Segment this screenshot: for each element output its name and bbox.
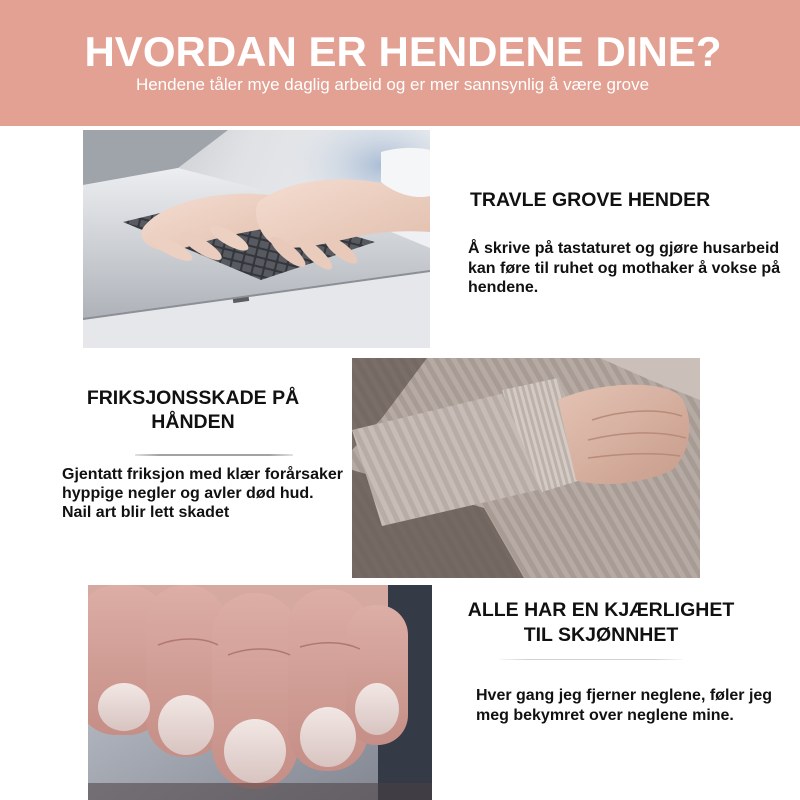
photo-damaged-nails: [88, 585, 432, 800]
page-title: HVORDAN ER HENDENE DINE?: [84, 28, 722, 75]
photo-typing-on-laptop: [83, 130, 430, 348]
section-body-busy-hands: [468, 239, 780, 298]
body-line: hyppige negler og avler død hud.: [62, 485, 314, 502]
body-line: Gjentatt friksjon med klær forårsaker: [62, 466, 343, 483]
section-heading-love-of-beauty: [461, 598, 741, 648]
body-line: Hver gang jeg fjerner neglene, føler jeg: [476, 687, 773, 704]
photo-hands-in-sweater: [352, 358, 700, 578]
section-body-friction-damage: [62, 465, 343, 522]
section-divider: [135, 454, 293, 456]
heading-line: ALLE HAR EN KJÆRLIGHET: [467, 599, 735, 621]
body-line: meg bekymret over neglene mine.: [476, 707, 734, 724]
section-divider: [500, 659, 682, 660]
heading-line: FRIKSJONSSKADE PÅ: [86, 387, 300, 409]
section-heading-friction-damage: [80, 386, 306, 434]
body-line: Nail art blir lett skadet: [62, 504, 230, 521]
body-line: hendene.: [468, 279, 539, 296]
header-banner: [0, 0, 800, 126]
page-subtitle: Hendene tåler mye daglig arbeid og er mer sannsynlig å være grove: [135, 75, 650, 94]
heading-line: HÅNDEN: [151, 411, 235, 433]
heading-line: TIL SKJØNNHET: [523, 624, 679, 646]
body-line: kan føre til ruhet og mothaker å vokse på: [468, 259, 781, 277]
section-heading-busy-hands: [470, 188, 710, 212]
section-body-love-of-beauty: [476, 686, 772, 726]
body-line: Å skrive på tastaturet og gjøre husarbeid: [468, 240, 780, 257]
hand: [558, 385, 689, 484]
heading-line: TRAVLE GROVE HENDER: [470, 189, 711, 211]
